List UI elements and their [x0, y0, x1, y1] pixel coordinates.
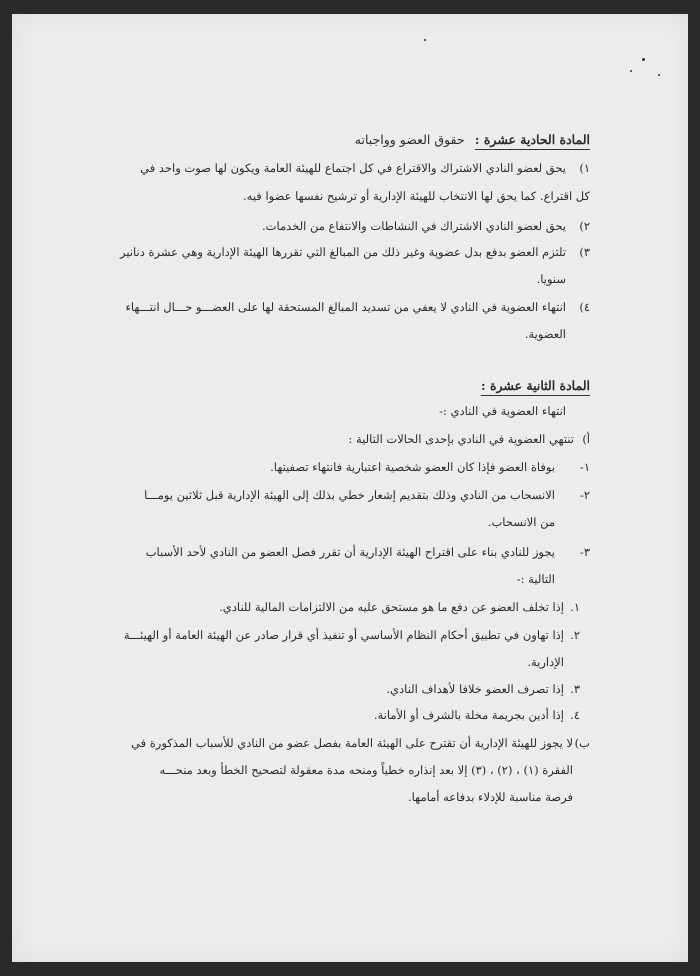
case-number: ١-	[579, 460, 590, 474]
reason-text-line: إذا تخلف العضو عن دفع ما هو مستحق عليه من الالتزامات المالية للنادي.	[219, 600, 564, 614]
article-11-heading	[12, 132, 590, 147]
item-text-line: سنويا.	[536, 272, 566, 286]
item-text-line: تلتزم العضو بدفع بدل عضوية وغير ذلك من المبالغ التي تقررها الهيئة الإدارية وهي عشرة دنانير	[120, 245, 566, 259]
item-number: ٢)	[579, 219, 590, 233]
part-b-label: ب)	[574, 736, 590, 750]
part-b-text-line: الفقرة (١) ، (٢) ، (٣) إلا بعد إنذاره خطياً ومنحه مدة معقولة لتصحيح الخطأ وبعد منحـــه	[159, 763, 573, 777]
item-text-line: يحق لعضو النادي الاشتراك في النشاطات والانتفاع من الخدمات.	[262, 219, 566, 233]
article-12-title: المادة الثانية عشرة :	[481, 378, 590, 396]
part-a-label: أ)	[582, 432, 590, 446]
reason-text-line: إذا أدين بجريمة مخلة بالشرف أو الأمانة.	[373, 708, 564, 722]
item-text-line: يحق لعضو النادي الاشتراك والاقتراع في كل اجتماع للهيئة العامة ويكون لها صوت واحد في	[140, 161, 566, 175]
case-text-line: بوفاة العضو فإذا كان العضو شخصية اعتبارية فانتهاء تصفيتها.	[270, 460, 555, 474]
case-number: ٢-	[579, 488, 590, 502]
case-text-line: يجوز للنادي بناء على اقتراح الهيئة الإدارية أن تقرر فصل العضو من النادي لأحد الأسباب	[145, 545, 555, 559]
part-b-text-line: لا يجوز للهيئة الإدارية أن تقترح على الهيئة العامة بفصل عضو من النادي للأسباب المذكورة في	[131, 736, 573, 750]
reason-number: ٤.	[570, 708, 580, 722]
item-text-line: العضوية.	[524, 327, 566, 341]
case-text-line: التالية :-	[516, 572, 555, 586]
document-body	[12, 14, 688, 962]
article-11-title: المادة الحادية عشرة :	[475, 132, 590, 150]
item-number: ١)	[579, 161, 590, 175]
item-text-line: انتهاء العضوية في النادي لا يعفي من تسديد المبالغ المستحقة لها على العضـــو حـــال انتـــهاء	[125, 300, 566, 314]
reason-number: ٢.	[570, 628, 580, 642]
case-text-line: الانسحاب من النادي وذلك بتقديم إشعار خطي بذلك إلى الهيئة الإدارية قبل ثلاثين يومـــا	[144, 488, 555, 502]
article-12-heading	[12, 378, 590, 393]
item-number: ٤)	[579, 300, 590, 314]
article-12-subtitle: انتهاء العضوية في النادي :-	[439, 404, 566, 418]
document-page	[12, 14, 688, 962]
reason-text-line: إذا تصرف العضو خلافا لأهداف النادي.	[386, 682, 564, 696]
case-number: ٣-	[579, 545, 590, 559]
part-b-text-line: فرصة مناسبة للإدلاء بدفاعه أمامها.	[408, 790, 573, 804]
item-text-line: كل اقتراع. كما يحق لها الانتخاب للهيئة الإدارية أو ترشيح نفسها عضوا فيه.	[243, 189, 590, 203]
reason-text-line: الإدارية.	[527, 655, 564, 669]
reason-number: ١.	[570, 600, 580, 614]
article-11-subtitle: حقوق العضو وواجباته	[354, 132, 465, 147]
case-text-line: من الانسحاب.	[487, 515, 555, 529]
reason-text-line: إذا تهاون في تطبيق أحكام النظام الأساسي أو تنفيذ أي قرار صادر عن الهيئة العامة أو الهيئـــة	[123, 628, 564, 642]
part-a-intro: تنتهي العضوية في النادي بإحدى الحالات التالية :	[348, 432, 574, 446]
item-number: ٣)	[579, 245, 590, 259]
reason-number: ٣.	[570, 682, 580, 696]
